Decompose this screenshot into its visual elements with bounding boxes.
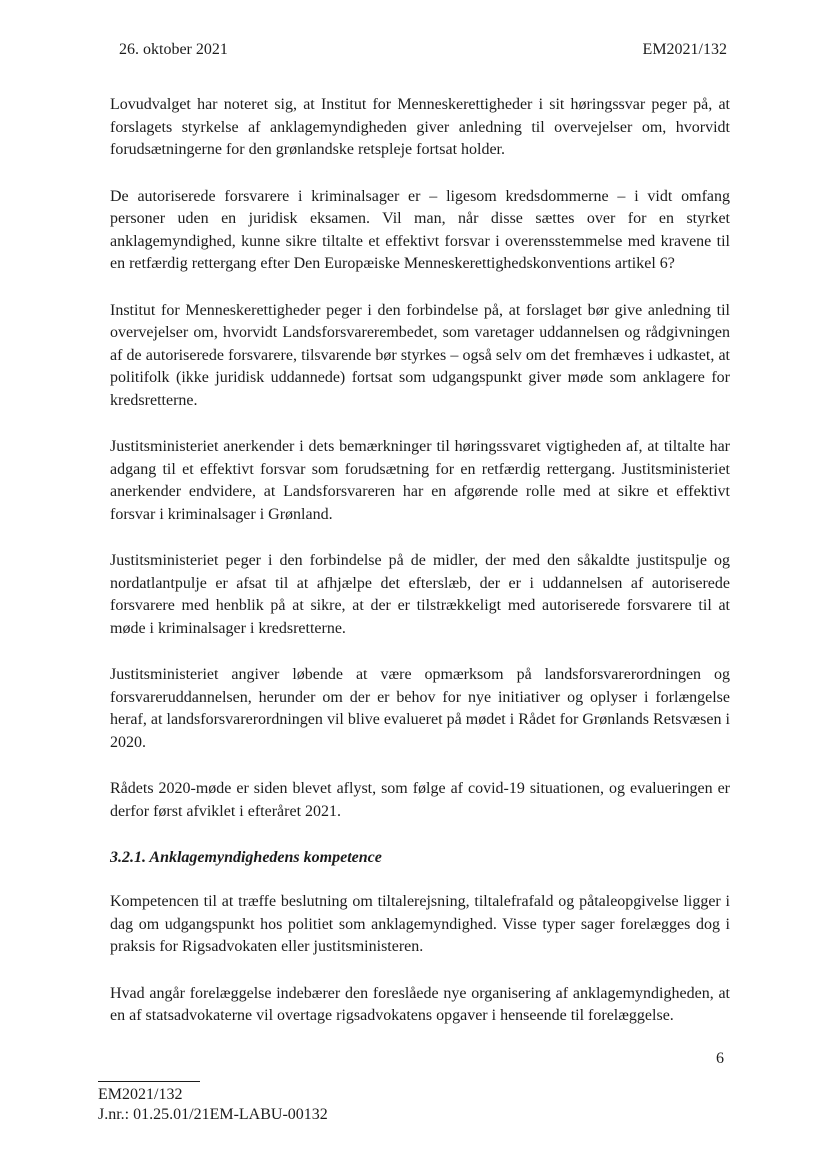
paragraph: Rådets 2020-møde er siden blevet aflyst, som følge af covid-19 situationen, og evalueringen er derfor først afviklet i efteråret 2021.	[110, 780, 730, 820]
document-body	[110, 94, 730, 1052]
header-document-id: EM2021/132	[642, 41, 727, 58]
section-paragraph: Kompetencen til at træffe beslutning om tiltalerejsning, tiltalefrafald og påtaleopgivelse ligger i dag om udgangspunkt hos politiet som anklagemyndighed. Visse typer sager forelægges dog i praksis for Rigsadvokaten eller justitsministeren.	[110, 893, 730, 955]
paragraph: Justitsministeriet peger i den forbindelse på de midler, der med den såkaldte justitspulje og nordatlantpulje er afsat til at afhjælpe det efterslæb, der er i uddannelsen af autoriserede forsvarere med henblik på at sikre, at der er tilstrækkeligt med autoriserede forsvarere til at møde i kriminalsager i kredsretterne.	[110, 552, 730, 637]
header-date: 26. oktober 2021	[119, 41, 228, 58]
section-paragraph: Hvad angår forelæggelse indebærer den foreslåede nye organisering af anklagemyndigheden, at en af statsadvokaterne vil overtage rigsadvokatens opgaver i henseende til forelæggelse.	[110, 984, 730, 1024]
paragraph: De autoriserede forsvarere i kriminalsager er – ligesom kredsdommerne – i vidt omfang personer uden en juridisk eksamen. Vil man, når disse sættes over for en styrket anklagemyndighed, kunne sikre tiltalte et effektivt forsvar i overensstemmelse med kravene til en retfærdig rettergang efter Den Europæiske Menneskerettighedskonventions artikel 6?	[110, 187, 730, 272]
footer-document-id: EM2021/132	[98, 1086, 183, 1103]
section-heading: 3.2.1. Anklagemyndighedens kompetence	[110, 849, 382, 866]
footer-journal-number: J.nr.: 01.25.01/21EM-LABU-00132	[98, 1106, 328, 1123]
paragraph: Justitsministeriet angiver løbende at være opmærksom på landsforsvarerordningen og forsvareruddannelsen, herunder om der er behov for nye initiativer og oplyser i forlængelse heraf, at landsforsvarerordningen vil blive evalueret på mødet i Rådet for Grønlands Retsvæsen i 2020.	[110, 666, 730, 751]
paragraph: Lovudvalget har noteret sig, at Institut for Menneskerettigheder i sit høringssvar peger på, at forslagets styrkelse af anklagemyndigheden giver anledning til overvejelser om, hvorvidt forudsætningerne for den grønlandske retspleje fortsat holder.	[110, 96, 730, 158]
paragraph: Institut for Menneskerettigheder peger i den forbindelse på, at forslaget bør give anledning til overvejelser om, hvorvidt Landsforsvarerembedet, som varetager uddannelsen og rådgivningen af de autoriserede forsvarere, tilsvarende bør styrkes – også selv om det fremhæves i udkastet, at politifolk (ikke juridisk uddannede) fortsat som udgangspunkt giver møde som anklagere for kredsretterne.	[110, 301, 730, 409]
footer	[98, 1085, 328, 1125]
footer-divider	[98, 1081, 200, 1082]
page-number: 6	[716, 1050, 724, 1067]
paragraph: Justitsministeriet anerkender i dets bemærkninger til høringssvaret vigtigheden af, at tiltalte har adgang til et effektivt forsvar som forudsætning for en retfærdig rettergang. Justitsministeriet anerkender endvidere, at Landsforsvareren har en afgørende rolle med at sikre et effektivt forsvar i kriminalsager i Grønland.	[110, 438, 730, 523]
